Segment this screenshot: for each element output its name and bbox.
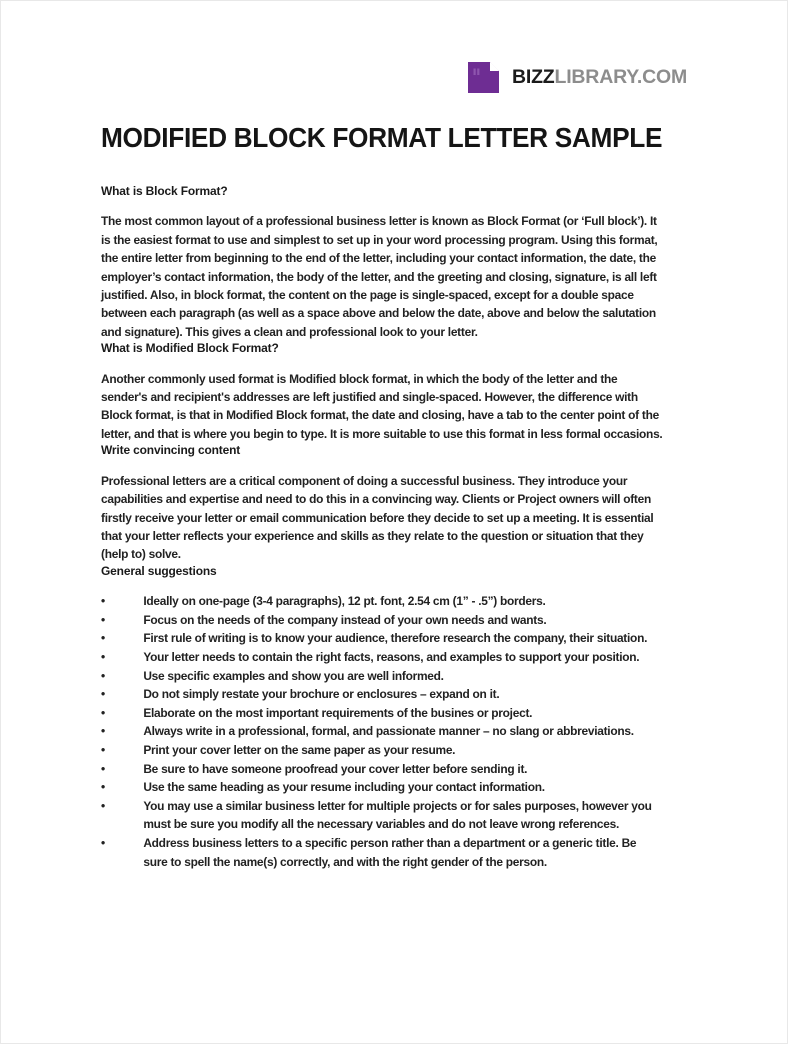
list-item [101, 629, 663, 648]
list-item-label: First rule of writing is to know your audience, therefore research the company, their situation. [143, 631, 648, 646]
bullet-dot-icon: • [101, 761, 105, 776]
bullet-dot-icon: • [101, 743, 105, 758]
bullet-dot-icon: • [101, 650, 105, 665]
list-item-label: Use specific examples and show you are well informed. [143, 668, 444, 683]
list-item-label: Focus on the needs of the company instead of your own needs and wants. [143, 612, 547, 627]
list-item-label: Ideally on one-page (3-4 paragraphs), 12 pt. font, 2.54 cm (1” - .5”) borders. [143, 594, 546, 609]
list-item [101, 667, 663, 686]
list-item [101, 592, 663, 611]
list-item [101, 648, 663, 667]
bullet-dot-icon: • [101, 724, 105, 739]
list-item [101, 778, 663, 797]
bullet-dot-icon: • [101, 612, 105, 627]
bullet-dot-icon: • [101, 798, 105, 813]
logo-text-library: LIBRARY.COM [554, 65, 687, 88]
logo-wordmark [511, 65, 687, 88]
list-item-label: Elaborate on the most important requirements of the busines or project. [143, 705, 533, 720]
page-title: MODIFIED BLOCK FORMAT LETTER SAMPLE [101, 122, 663, 153]
list-item [101, 611, 663, 630]
bullet-dot-icon: • [101, 687, 105, 702]
list-item-label: Use the same heading as your resume including your contact information. [143, 780, 545, 795]
document-content [101, 123, 685, 871]
bullet-dot-icon: • [101, 668, 105, 683]
section-heading: What is Block Format? [101, 183, 228, 198]
list-item-label: Print your cover letter on the same paper as your resume. [143, 743, 456, 758]
list-item-label: Address business letters to a specific person rather than a department or a generic title. Be sure to spell the name(s) correctly, and with the right gender of the person. [143, 836, 637, 869]
list-item [101, 685, 663, 704]
list-item-label: Your letter needs to contain the right facts, reasons, and examples to support your position. [143, 650, 640, 665]
section-heading: What is Modified Block Format? [101, 341, 279, 356]
list-item-label: Be sure to have someone proofread your cover letter before sending it. [143, 761, 528, 776]
bullet-dot-icon: • [101, 631, 105, 646]
section-modified-block-format [101, 341, 685, 443]
list-item [101, 834, 663, 871]
bizzlibrary-logo[interactable] [466, 59, 687, 96]
list-item [101, 704, 663, 723]
list-item-label: Do not simply restate your brochure or enclosures – expand on it. [143, 687, 500, 702]
suggestions-list [101, 592, 663, 871]
list-item [101, 722, 663, 741]
logo-text-bizz: BIZZ [511, 65, 555, 88]
section-heading: Write convincing content [101, 443, 241, 458]
section-general-suggestions [101, 564, 685, 871]
section-block-format [101, 184, 685, 341]
list-item-label: Always write in a professional, formal, and passionate manner – no slang or abbreviations. [143, 724, 634, 739]
bullet-dot-icon: • [101, 836, 105, 851]
list-item [101, 741, 663, 760]
section-heading: General suggestions [101, 563, 217, 578]
section-paragraph: The most common layout of a professional business letter is known as Block Format (or ‘Full block’). It is the easiest format to use and simplest to set up in your word processing program. Using this format, the entire letter from beginning to the end of the letter, including your contact information, the date, the employer’s contact information, the body of the letter, and the greeting and closing, signature, is all left justified. Also, in block format, the content on the page is single-spaced, except for a double space between each paragraph (as well as a space above and below the date, above and below the salutation and signature). This gives a clean and professional look to your letter. [101, 214, 658, 339]
bullet-dot-icon: • [101, 780, 105, 795]
list-item-label: You may use a similar business letter for multiple projects or for sales purposes, however you must be sure you modify all the necessary variables and do not leave wrong references. [143, 798, 652, 832]
section-write-convincing-content [101, 443, 685, 564]
document-page-icon [466, 59, 503, 96]
bullet-dot-icon: • [101, 705, 105, 720]
section-paragraph: Another commonly used format is Modified block format, in which the body of the letter and the sender's and recipient's addresses are left justified and single-spaced. However, the difference with Block format, is that in Modified Block format, the date and closing, have a tab to the center point of the letter, and that is where you begin to type. It is more suitable to use this format in less formal occasions. [101, 371, 663, 441]
bullet-dot-icon: • [101, 594, 105, 609]
section-paragraph: Professional letters are a critical component of doing a successful business. They introduce your capabilities and expertise and need to do this in a convincing way. Clients or Project owners will often firstly receive your letter or email communication before they decide to set up a meeting. It is essential that your letter reflects your experience and skills as they relate to the question or situation that they (help to) solve. [101, 473, 654, 562]
list-item [101, 760, 663, 779]
list-item [101, 797, 663, 834]
